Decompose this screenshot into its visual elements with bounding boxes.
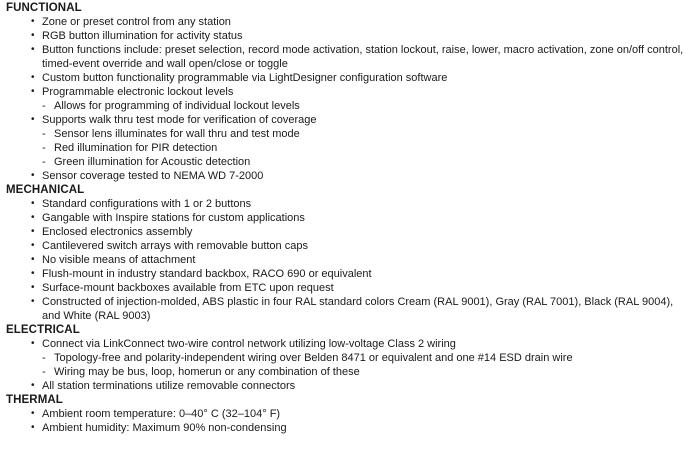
list-item bbox=[6, 197, 692, 211]
bullet-icon: • bbox=[31, 212, 35, 223]
bullet-icon: • bbox=[31, 422, 35, 433]
list-item bbox=[6, 225, 692, 239]
sub-list bbox=[42, 99, 692, 113]
sub-list-item-text: Allows for programming of individual lockout levels bbox=[54, 100, 300, 112]
sub-list-item-text: Green illumination for Acoustic detection bbox=[54, 156, 251, 168]
list-item bbox=[6, 43, 692, 71]
bullet-list bbox=[6, 15, 692, 183]
bullet-icon: • bbox=[31, 268, 35, 279]
section-heading: FUNCTIONAL bbox=[6, 2, 82, 14]
list-item-text: Custom button functionality programmable via LightDesigner configuration software bbox=[42, 72, 448, 84]
spec-document bbox=[6, 1, 692, 435]
list-item bbox=[6, 379, 692, 393]
dash-icon: - bbox=[42, 366, 46, 378]
sub-list-item bbox=[6, 155, 692, 169]
list-item-text: Ambient humidity: Maximum 90% non-condensing bbox=[42, 422, 287, 434]
dash-icon: - bbox=[42, 100, 46, 112]
sub-list-item bbox=[6, 141, 692, 155]
sub-list-item bbox=[6, 127, 692, 141]
list-item-text: Flush-mount in industry standard backbox, RACO 690 or equivalent bbox=[42, 268, 372, 280]
bullet-icon: • bbox=[31, 240, 35, 251]
bullet-icon: • bbox=[31, 114, 35, 125]
sub-list-item-text: Wiring may be bus, loop, homerun or any combination of these bbox=[54, 366, 360, 378]
bullet-icon: • bbox=[31, 72, 35, 83]
list-item bbox=[6, 337, 692, 379]
dash-icon: - bbox=[42, 352, 46, 364]
bullet-icon: • bbox=[31, 86, 35, 97]
list-item bbox=[6, 407, 692, 421]
bullet-list bbox=[6, 337, 692, 393]
bullet-icon: • bbox=[31, 282, 35, 293]
sub-list bbox=[42, 351, 692, 379]
sub-list bbox=[42, 127, 692, 169]
list-item bbox=[6, 267, 692, 281]
list-item-text: No visible means of attachment bbox=[42, 254, 196, 266]
list-item bbox=[6, 71, 692, 85]
list-item-text: Supports walk thru test mode for verification of coverage bbox=[42, 114, 317, 126]
dash-icon: - bbox=[42, 156, 46, 168]
section-heading: THERMAL bbox=[6, 394, 63, 406]
list-item bbox=[6, 295, 692, 323]
list-item-text: Connect via LinkConnect two-wire control network utilizing low-voltage Class 2 wiring bbox=[42, 338, 456, 350]
list-item bbox=[6, 239, 692, 253]
list-item-text: Surface-mount backboxes available from ETC upon request bbox=[42, 282, 334, 294]
bullet-list bbox=[6, 407, 692, 435]
section-thermal bbox=[6, 393, 692, 435]
list-item bbox=[6, 15, 692, 29]
section-mechanical bbox=[6, 183, 692, 323]
list-item bbox=[6, 421, 692, 435]
list-item bbox=[6, 281, 692, 295]
list-item bbox=[6, 85, 692, 113]
list-item-text: Sensor coverage tested to NEMA WD 7-2000 bbox=[42, 170, 264, 182]
bullet-icon: • bbox=[31, 296, 35, 307]
section-functional bbox=[6, 1, 692, 183]
bullet-icon: • bbox=[31, 44, 35, 55]
sub-list-item bbox=[6, 351, 692, 365]
bullet-icon: • bbox=[31, 408, 35, 419]
sub-list-item-text: Sensor lens illuminates for wall thru and test mode bbox=[54, 128, 300, 140]
bullet-list bbox=[6, 197, 692, 323]
bullet-icon: • bbox=[31, 338, 35, 349]
list-item bbox=[6, 169, 692, 183]
sub-list-item-text: Topology-free and polarity-independent wiring over Belden 8471 or equivalent and one #14 ESD drain wire bbox=[54, 352, 573, 364]
bullet-icon: • bbox=[31, 198, 35, 209]
list-item-text: Button functions include: preset selection, record mode activation, station lockout, raise, lower, macro activation, zone on/off control, timed-event override and wall open/close or toggle bbox=[42, 44, 684, 70]
bullet-icon: • bbox=[31, 226, 35, 237]
bullet-icon: • bbox=[31, 380, 35, 391]
list-item bbox=[6, 253, 692, 267]
dash-icon: - bbox=[42, 128, 46, 140]
list-item-text: Standard configurations with 1 or 2 buttons bbox=[42, 198, 252, 210]
section-heading: ELECTRICAL bbox=[6, 324, 80, 336]
list-item-text: RGB button illumination for activity status bbox=[42, 30, 243, 42]
list-item-text: Constructed of injection-molded, ABS plastic in four RAL standard colors Cream (RAL 9001), Gray (RAL 7001), Black (RAL 9004), and White (RAL 9003) bbox=[42, 296, 674, 322]
dash-icon: - bbox=[42, 142, 46, 154]
sub-list-item bbox=[6, 99, 692, 113]
section-electrical bbox=[6, 323, 692, 393]
list-item bbox=[6, 113, 692, 169]
section-heading: MECHANICAL bbox=[6, 184, 85, 196]
bullet-icon: • bbox=[31, 170, 35, 181]
list-item bbox=[6, 211, 692, 225]
list-item-text: All station terminations utilize removable connectors bbox=[42, 380, 296, 392]
list-item-text: Enclosed electronics assembly bbox=[42, 226, 193, 238]
sub-list-item bbox=[6, 365, 692, 379]
bullet-icon: • bbox=[31, 30, 35, 41]
list-item-text: Zone or preset control from any station bbox=[42, 16, 231, 28]
list-item bbox=[6, 29, 692, 43]
list-item-text: Cantilevered switch arrays with removable button caps bbox=[42, 240, 308, 252]
list-item-text: Programmable electronic lockout levels bbox=[42, 86, 234, 98]
sub-list-item-text: Red illumination for PIR detection bbox=[54, 142, 218, 154]
list-item-text: Ambient room temperature: 0–40° C (32–104° F) bbox=[42, 408, 281, 420]
list-item-text: Gangable with Inspire stations for custom applications bbox=[42, 212, 305, 224]
bullet-icon: • bbox=[31, 16, 35, 27]
bullet-icon: • bbox=[31, 254, 35, 265]
